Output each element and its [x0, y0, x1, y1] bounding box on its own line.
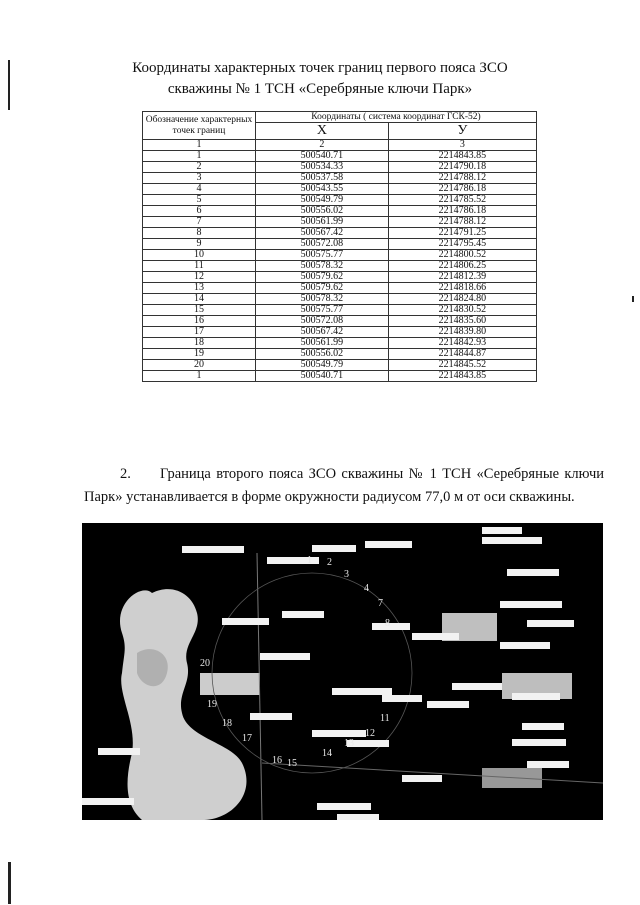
point-number-cell: 15	[143, 305, 256, 316]
point-number-cell: 5	[143, 195, 256, 206]
map-parcel-label	[182, 546, 244, 553]
map-point-label: 1	[307, 555, 312, 566]
header-coordinate-system: Координаты ( система координат ГСК-52)	[256, 112, 537, 123]
point-number-cell: 10	[143, 250, 256, 261]
x-coordinate-cell: 500572.08	[256, 239, 389, 250]
map-point-label: 17	[242, 733, 252, 744]
table-row	[143, 272, 537, 283]
y-coordinate-cell: 2214791.25	[388, 228, 536, 239]
y-coordinate-cell: 2214842.93	[388, 338, 536, 349]
table-row	[143, 283, 537, 294]
point-number-cell: 2	[143, 162, 256, 173]
map-parcel-label	[312, 545, 356, 552]
x-coordinate-cell: 500543.55	[256, 184, 389, 195]
y-coordinate-cell: 2214806.25	[388, 261, 536, 272]
right-margin-speck	[632, 296, 634, 302]
y-coordinate-cell: 2214844.87	[388, 349, 536, 360]
map-parcel-label	[500, 601, 562, 608]
x-coordinate-cell: 500540.71	[256, 371, 389, 382]
map-parcel-label	[527, 620, 574, 627]
table-row	[143, 349, 537, 360]
y-coordinate-cell: 2214786.18	[388, 184, 536, 195]
map-parcel-label	[98, 748, 140, 755]
paragraph-second-zone	[84, 463, 604, 509]
table-row	[143, 294, 537, 305]
table-row	[143, 195, 537, 206]
y-coordinate-cell: 2214818.66	[388, 283, 536, 294]
y-coordinate-cell: 2214788.12	[388, 217, 536, 228]
x-coordinate-cell: 500579.62	[256, 283, 389, 294]
map-parcel-label	[250, 713, 292, 720]
header-x: X	[256, 123, 389, 140]
table-index-row	[143, 140, 537, 151]
point-number-cell: 19	[143, 349, 256, 360]
index-cell-2: 2	[256, 140, 389, 151]
map-terrain	[82, 523, 603, 820]
table-row	[143, 173, 537, 184]
title-line-2: скважины № 1 ТСН «Серебряные ключи Парк»	[167, 81, 473, 97]
y-coordinate-cell: 2214843.85	[388, 151, 536, 162]
map-parcel-label	[527, 761, 569, 768]
point-number-cell: 4	[143, 184, 256, 195]
table-row	[143, 250, 537, 261]
y-coordinate-cell: 2214790.18	[388, 162, 536, 173]
x-coordinate-cell: 500579.62	[256, 272, 389, 283]
x-coordinate-cell: 500572.08	[256, 316, 389, 327]
x-coordinate-cell: 500556.02	[256, 206, 389, 217]
point-number-cell: 11	[143, 261, 256, 272]
y-coordinate-cell: 2214824.80	[388, 294, 536, 305]
map-parcel-label	[507, 569, 559, 576]
x-coordinate-cell: 500578.32	[256, 261, 389, 272]
y-coordinate-cell: 2214812.39	[388, 272, 536, 283]
map-parcel-label	[427, 701, 469, 708]
table-row	[143, 371, 537, 382]
table-row	[143, 360, 537, 371]
table-row	[143, 184, 537, 195]
x-coordinate-cell: 500537.58	[256, 173, 389, 184]
x-coordinate-cell: 500567.42	[256, 327, 389, 338]
y-coordinate-cell: 2214786.18	[388, 206, 536, 217]
y-coordinate-cell: 2214785.52	[388, 195, 536, 206]
point-number-cell: 16	[143, 316, 256, 327]
header-designation: Обозначение характерных точек границ	[143, 112, 256, 140]
map-parcel-label	[312, 730, 366, 737]
map-parcel-label	[82, 798, 134, 805]
x-coordinate-cell: 500578.32	[256, 294, 389, 305]
y-coordinate-cell: 2214839.80	[388, 327, 536, 338]
x-coordinate-cell: 500561.99	[256, 217, 389, 228]
map-point-label: 8	[385, 618, 390, 629]
point-number-cell: 12	[143, 272, 256, 283]
point-number-cell: 1	[143, 151, 256, 162]
map-parcel-label	[382, 695, 422, 702]
y-coordinate-cell: 2214845.52	[388, 360, 536, 371]
paragraph-text: Граница второго пояса ЗСО скважины № 1 ТСН «Серебряные ключи Парк» устанавливается в форме окружности радиусом 77,0 м от оси скважины.	[84, 466, 604, 505]
y-coordinate-cell: 2214843.85	[388, 371, 536, 382]
map-point-label: 18	[222, 718, 232, 729]
map-point-label: 13	[344, 738, 354, 749]
x-coordinate-cell: 500575.77	[256, 305, 389, 316]
map-point-label: 20	[200, 658, 210, 669]
map-point-label: 4	[364, 583, 369, 594]
table-row	[143, 217, 537, 228]
map-parcel-label	[282, 611, 324, 618]
map-point-label: 19	[207, 699, 217, 710]
map-point-label: 7	[378, 598, 383, 609]
map-parcel-label	[512, 693, 560, 700]
index-cell-1: 1	[143, 140, 256, 151]
map-parcel-label	[522, 723, 564, 730]
y-coordinate-cell: 2214795.45	[388, 239, 536, 250]
point-number-cell: 3	[143, 173, 256, 184]
title-line-1: Координаты характерных точек границ первого пояса ЗСО	[132, 60, 508, 76]
point-number-cell: 8	[143, 228, 256, 239]
table-row	[143, 239, 537, 250]
x-coordinate-cell: 500575.77	[256, 250, 389, 261]
map-parcel-label	[260, 653, 310, 660]
map-parcel-label	[412, 633, 459, 640]
table-row	[143, 316, 537, 327]
x-coordinate-cell: 500534.33	[256, 162, 389, 173]
map-point-label: 12	[365, 728, 375, 739]
point-number-cell: 6	[143, 206, 256, 217]
y-coordinate-cell: 2214830.52	[388, 305, 536, 316]
map-parcel-label	[365, 541, 412, 548]
index-cell-3: 3	[388, 140, 536, 151]
x-coordinate-cell: 500549.79	[256, 195, 389, 206]
table-row	[143, 228, 537, 239]
paragraph-number: 2.	[120, 466, 131, 482]
x-coordinate-cell: 500549.79	[256, 360, 389, 371]
left-margin-mark-bottom	[8, 862, 11, 904]
map-parcel-label	[500, 642, 550, 649]
table-row	[143, 206, 537, 217]
table-row	[143, 338, 537, 349]
left-margin-mark-top	[8, 60, 10, 110]
map-parcel-label	[337, 814, 379, 820]
table-row	[143, 327, 537, 338]
satellite-map-image	[82, 523, 603, 820]
map-parcel-label	[332, 688, 392, 695]
x-coordinate-cell: 500556.02	[256, 349, 389, 360]
point-number-cell: 13	[143, 283, 256, 294]
y-coordinate-cell: 2214835.60	[388, 316, 536, 327]
map-parcel-label	[482, 527, 522, 534]
coordinates-table	[142, 111, 537, 382]
table-row	[143, 162, 537, 173]
header-y: У	[388, 123, 536, 140]
point-number-cell: 9	[143, 239, 256, 250]
point-number-cell: 1	[143, 371, 256, 382]
table-body	[143, 151, 537, 382]
map-parcel-label	[482, 537, 542, 544]
map-point-label: 14	[322, 748, 332, 759]
table-row	[143, 261, 537, 272]
x-coordinate-cell: 500567.42	[256, 228, 389, 239]
map-point-label: 3	[344, 569, 349, 580]
table-header-row	[143, 112, 537, 123]
map-point-label: 11	[380, 713, 390, 724]
map-parcel-label	[402, 775, 442, 782]
map-parcel-label	[452, 683, 502, 690]
point-number-cell: 20	[143, 360, 256, 371]
map-point-label: 2	[327, 557, 332, 568]
map-parcel-label	[372, 623, 410, 630]
table-row	[143, 151, 537, 162]
x-coordinate-cell: 500540.71	[256, 151, 389, 162]
map-point-label: 15	[287, 758, 297, 769]
map-parcel-label	[222, 618, 269, 625]
point-number-cell: 14	[143, 294, 256, 305]
table-row	[143, 305, 537, 316]
map-parcel-label	[317, 803, 371, 810]
y-coordinate-cell: 2214800.52	[388, 250, 536, 261]
map-parcel-label	[512, 739, 566, 746]
point-number-cell: 18	[143, 338, 256, 349]
x-coordinate-cell: 500561.99	[256, 338, 389, 349]
point-number-cell: 17	[143, 327, 256, 338]
point-number-cell: 7	[143, 217, 256, 228]
map-point-label: 16	[272, 755, 282, 766]
y-coordinate-cell: 2214788.12	[388, 173, 536, 184]
document-title	[100, 58, 540, 100]
